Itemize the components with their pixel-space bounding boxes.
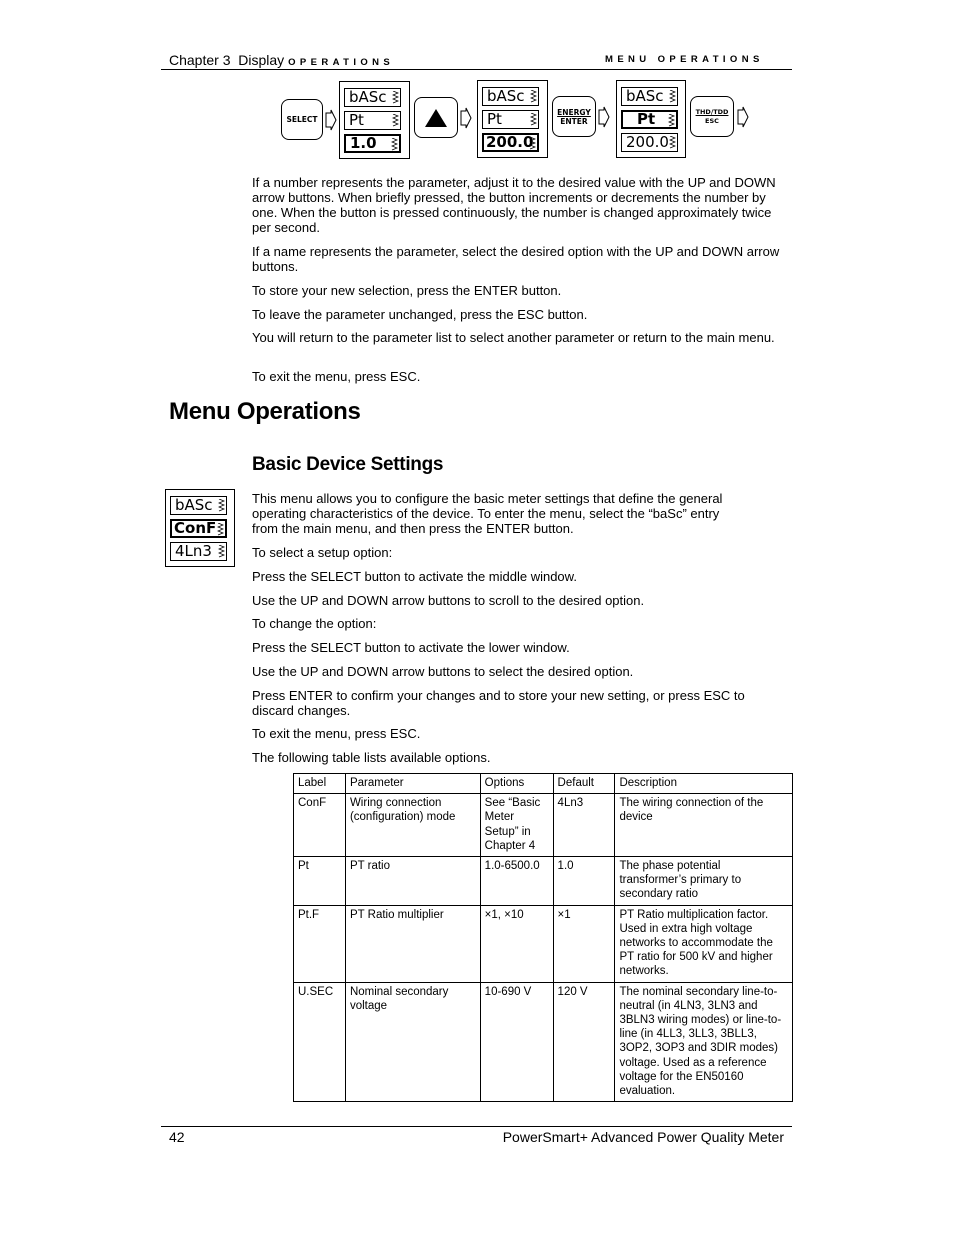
table-cell: The wiring connection of the device [615,794,793,857]
basic-settings-table [293,773,793,1102]
paragraph: If a name represents the parameter, select the desired option with the UP and DOWN arrow buttons. [252,244,780,274]
scroll-indicator-icon [529,137,536,150]
table-cell: ×1 [553,905,615,982]
lcd-row-middle: Pt [482,110,539,129]
table-cell: 1.0 [553,857,615,906]
lcd-display-2 [477,80,548,158]
column-header: Default [553,774,615,794]
up-button[interactable] [414,97,458,138]
table-cell: ×1, ×10 [480,905,553,982]
up-arrow-icon [424,108,448,128]
footer-rule [161,1126,792,1127]
lcd-row-middle: Pt [344,111,401,130]
table-row [294,794,793,857]
energy-enter-label: ENERGY ENTER [557,107,591,126]
table-row [294,982,793,1102]
scroll-indicator-icon [530,113,537,126]
lcd-display-1 [339,81,410,159]
paragraph: To exit the menu, press ESC. [252,726,421,741]
lcd-row-top: bASc [621,87,678,106]
paragraph: Press ENTER to confirm your changes and to store your new setting, or press ESC to discard changes. [252,688,745,718]
scroll-indicator-icon [218,499,225,512]
lcd-display-3 [616,80,686,158]
scroll-indicator-icon [669,136,676,149]
table-cell: See “Basic Meter Setup” in Chapter 4 [480,794,553,857]
paragraph: To store your new selection, press the ENTER button. [252,283,562,298]
column-header: Options [480,774,553,794]
paragraph: To select a setup option: [252,545,393,560]
thd-esc-button[interactable] [690,96,734,137]
select-button-label: SELECT [286,115,318,124]
energy-enter-button[interactable] [552,96,596,137]
table-cell: U.SEC [294,982,346,1102]
section-label: Display [238,52,285,68]
scroll-indicator-icon [669,90,676,103]
table-cell: PT Ratio multiplication factor. Used in extra high voltage networks to accommodate the PT ratio for 500 kV and higher networks. [615,905,793,982]
paragraph: To exit the menu, press ESC. [252,369,421,384]
arrow-right-icon [325,109,337,131]
lcd-display-basic-settings [165,489,235,567]
table-cell: PT Ratio multiplier [345,905,480,982]
paragraph: Press the SELECT button to activate the middle window. [252,569,577,584]
table-cell: The nominal secondary line-to-neutral (in 4LN3, 3LN3 and 3BLN3 wiring modes) or line-to-line (in 4LL3, 3LL3, 3BLL3, 3OP2, 3OP3 and 3DIR modes) voltage. Used as a reference voltage for the EN50160 evaluation. [615,982,793,1102]
paragraph: The following table lists available options. [252,750,491,765]
table-cell: 120 V [553,982,615,1102]
lcd-row-bottom: 4Ln3 [170,542,227,561]
scroll-indicator-icon [392,114,399,127]
subsection-heading: Basic Device Settings [252,454,444,475]
section-heading: Menu Operations [169,398,361,425]
table-row [294,857,793,906]
section-spaced-label: OPERATIONS [288,57,395,68]
arrow-right-icon [460,107,472,129]
page-number: 42 [169,1129,185,1145]
table-cell: ConF [294,794,346,857]
scroll-indicator-icon [668,114,675,127]
lcd-row-middle-active: ConF [170,519,227,538]
scroll-indicator-icon [218,545,225,558]
table-cell: Pt.F [294,905,346,982]
table-cell: Wiring connection (configuration) mode [345,794,480,857]
table-cell: Pt [294,857,346,906]
arrow-right-icon [598,106,610,128]
lcd-row-top: bASc [170,496,227,515]
column-header: Parameter [345,774,480,794]
column-header: Label [294,774,346,794]
select-button[interactable] [281,99,323,140]
paragraph: To leave the parameter unchanged, press the ESC button. [252,307,588,322]
scroll-indicator-icon [217,523,224,536]
paragraph: You will return to the parameter list to select another parameter or return to the main menu. [252,330,775,345]
table-cell: PT ratio [345,857,480,906]
running-header-right: MENU OPERATIONS [605,54,764,65]
table-header-row [294,774,793,794]
table-cell: 4Ln3 [553,794,615,857]
table-cell: Nominal secondary voltage [345,982,480,1102]
display-navigation-diagram [0,0,954,170]
lcd-row-bottom: 200.0 [621,133,678,152]
arrow-right-icon [737,106,749,128]
paragraph: Use the UP and DOWN arrow buttons to scroll to the desired option. [252,593,645,608]
paragraph: Use the UP and DOWN arrow buttons to select the desired option. [252,664,634,679]
lcd-row-bottom-active: 1.0 [344,134,401,153]
table-cell: 10-690 V [480,982,553,1102]
chapter-label: Chapter 3 [169,52,231,68]
table-cell: The phase potential transformer’s primary to secondary ratio [615,857,793,906]
paragraph: To change the option: [252,616,377,631]
thd-esc-label: THD/TDD ESC [695,107,729,125]
scroll-indicator-icon [530,90,537,103]
lcd-row-bottom-active: 200.0 [482,133,539,152]
table-row [294,905,793,982]
paragraph: Press the SELECT button to activate the lower window. [252,640,570,655]
lcd-row-middle-active: Pt [621,110,678,129]
paragraph: This menu allows you to configure the basic meter settings that define the general operating characteristics of the device. To enter the menu, select the “baSc” entry from the main menu, and then press the ENTER button. [252,491,723,536]
scroll-indicator-icon [391,138,398,151]
lcd-row-top: bASc [344,88,401,107]
column-header: Description [615,774,793,794]
paragraph: If a number represents the parameter, adjust it to the desired value with the UP and DOWN arrow buttons. When briefly pressed, the button increments or decrements the number by one. When the button is pressed continuously, the number is changed approximately twice per second. [252,175,776,235]
footer-product-name: PowerSmart+ Advanced Power Quality Meter [502,1129,784,1145]
table-cell: 1.0-6500.0 [480,857,553,906]
lcd-row-top: bASc [482,87,539,106]
scroll-indicator-icon [392,91,399,104]
